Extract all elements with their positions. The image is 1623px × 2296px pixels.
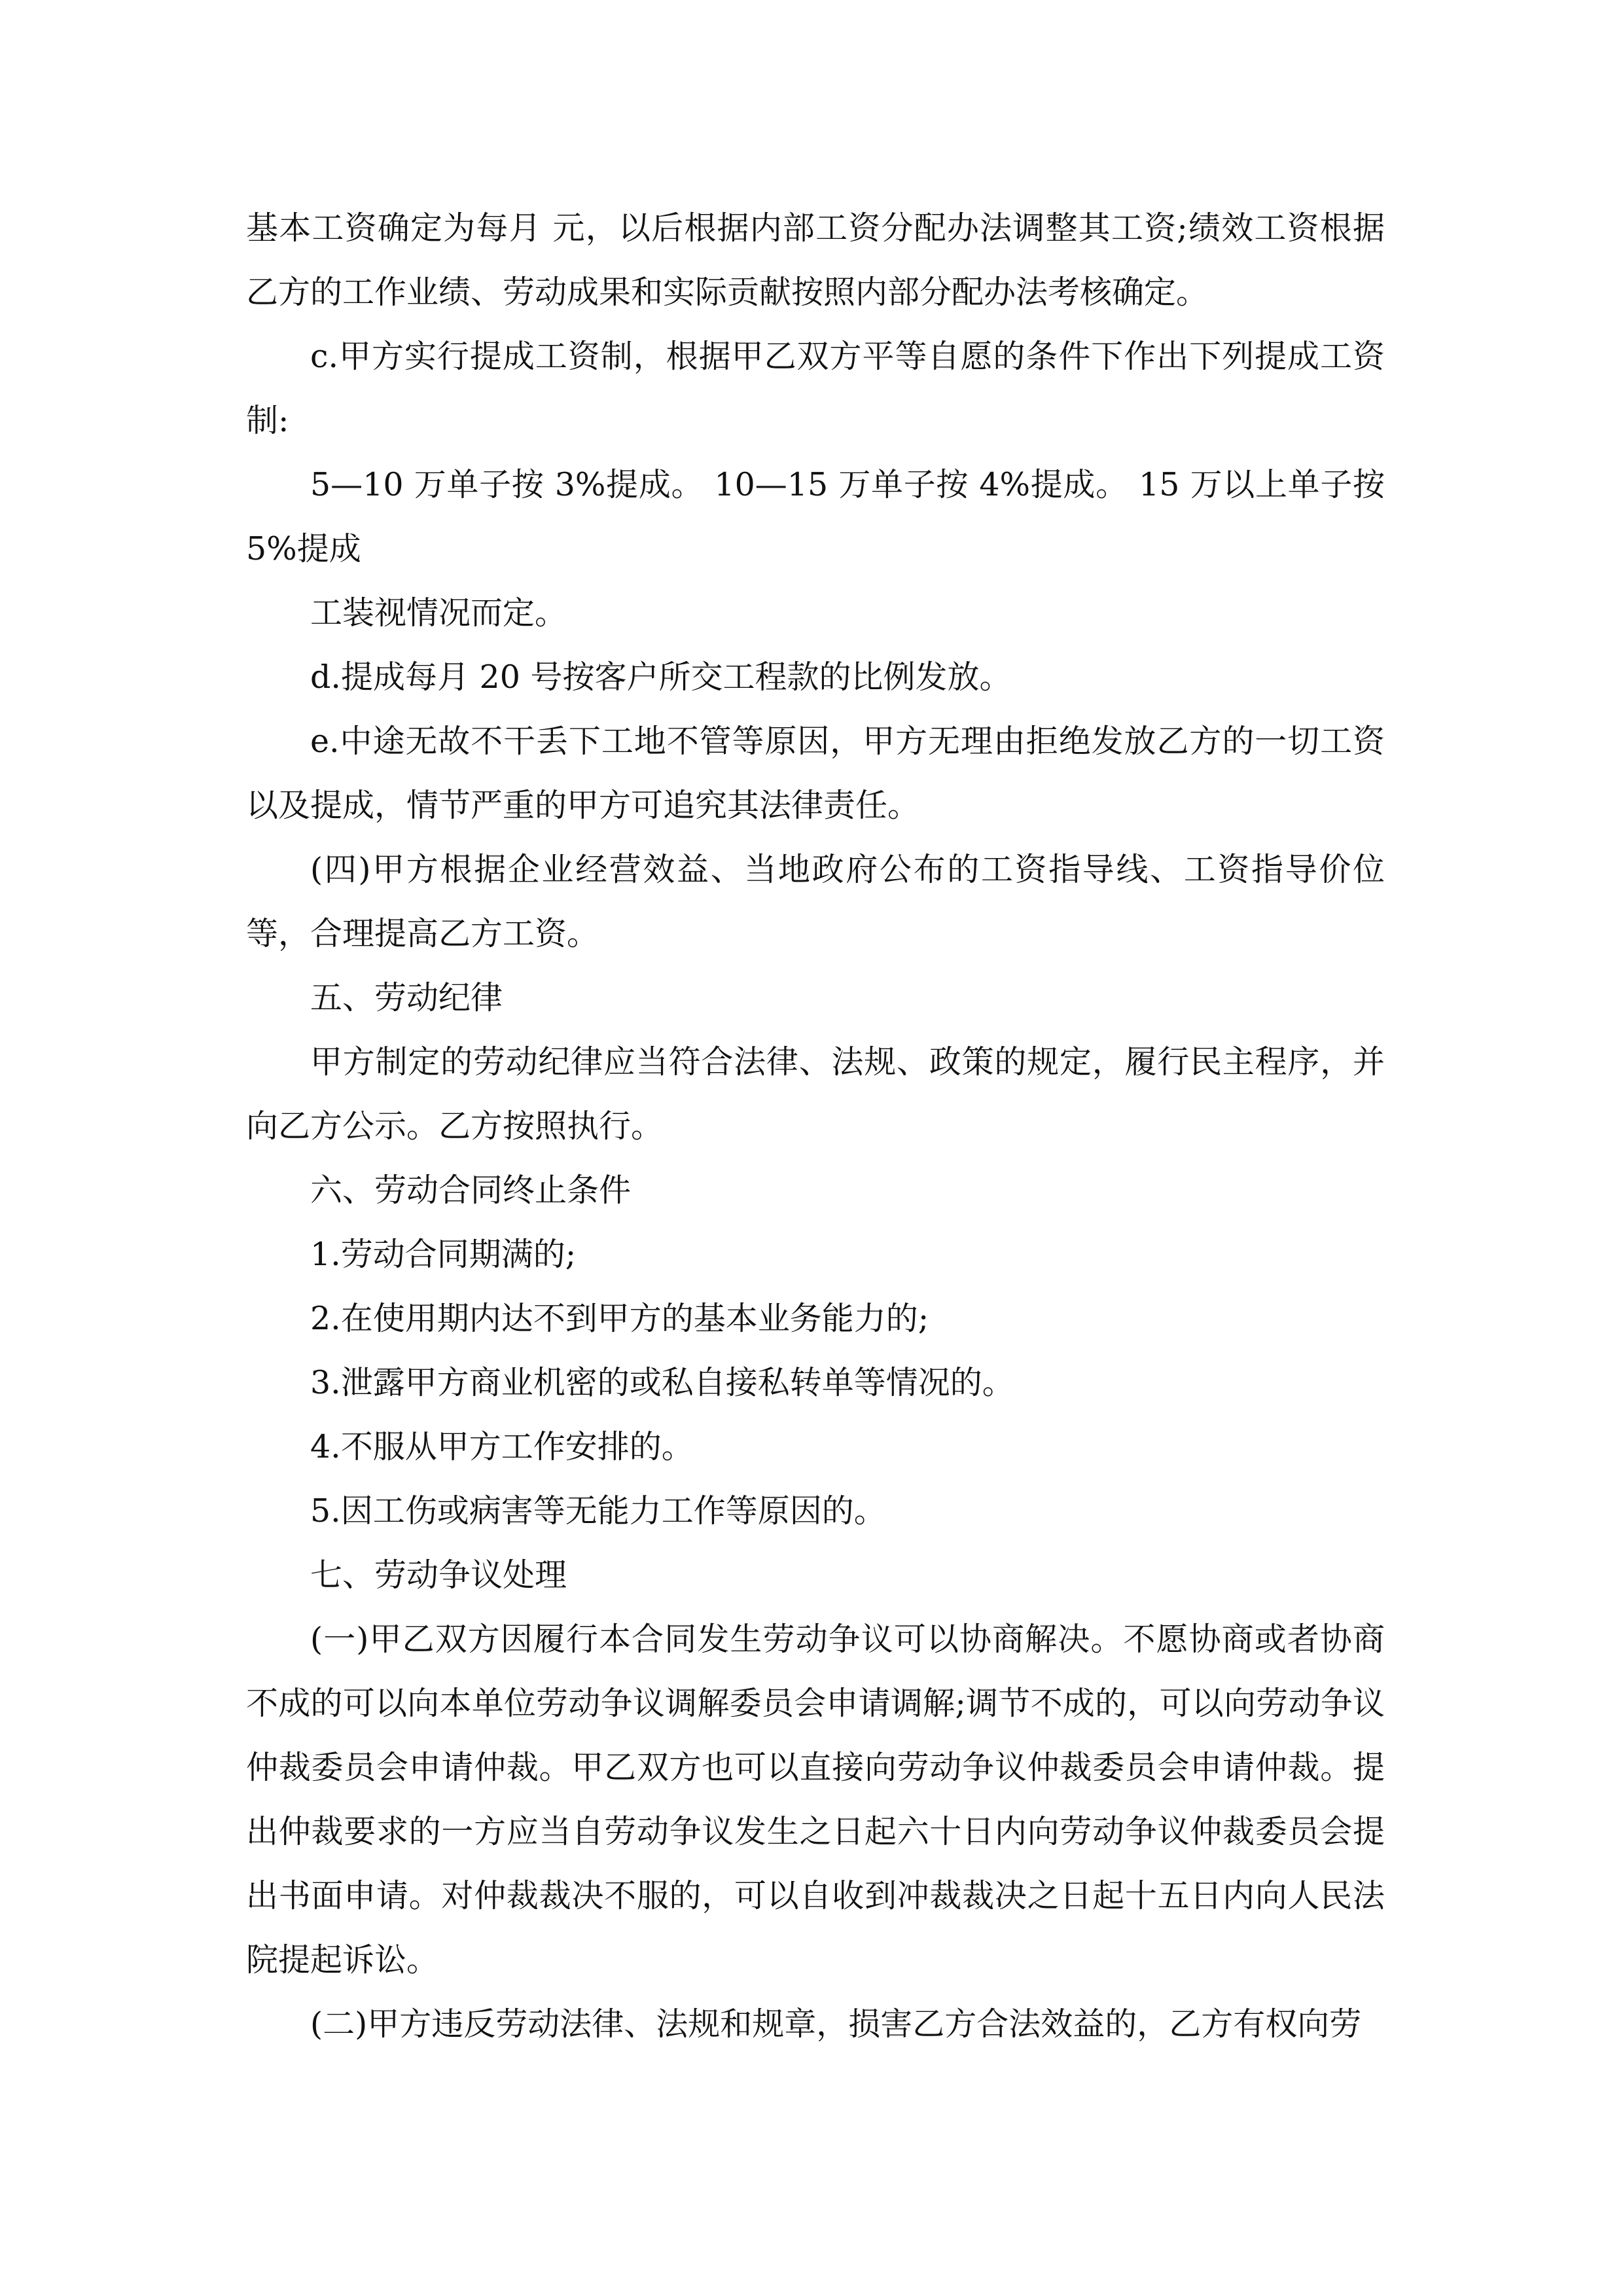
list-item-termination-2: 2.在使用期内达不到甲方的基本业务能力的; (310, 1300, 929, 1337)
paragraph-workwear: 工装视情况而定。 (310, 594, 567, 632)
paragraph-commission-rates: 5—10 万单子按 3%提成。 10—15 万单子按 4%提成。 15 万以上单子按 5%提成 (246, 466, 1385, 567)
section-heading-labor-discipline: 五、劳动纪律 (310, 979, 503, 1016)
paragraph-dispute-2: (二)甲方违反劳动法律、法规和规章，损害乙方合法效益的，乙方有权向劳 (310, 2005, 1362, 2043)
paragraph-abandonment: e.中途无故不干丢下工地不管等原因，甲方无理由拒绝发放乙方的一切工资以及提成，情节严重的甲方可追究其法律责任。 (246, 723, 1385, 824)
paragraph-commission-system: c.甲方实行提成工资制，根据甲乙双方平等自愿的条件下作出下列提成工资制: (246, 338, 1385, 439)
paragraph-commission-payment: d.提成每月 20 号按客户所交工程款的比例发放。 (310, 658, 1012, 696)
paragraph-salary-basic: 基本工资确定为每月 元，以后根据内部工资分配办法调整其工资;绩效工资根据乙方的工作业绩、劳动成果和实际贡献按照内部分配办法考核确定。 (246, 209, 1385, 311)
list-item-termination-3: 3.泄露甲方商业机密的或私自接私转单等情况的。 (310, 1364, 1014, 1401)
section-heading-dispute: 七、劳动争议处理 (310, 1556, 567, 1594)
paragraph-dispute-1: (一)甲乙双方因履行本合同发生劳动争议可以协商解决。不愿协商或者协商不成的可以向本单位劳动争议调解委员会申请调解;调节不成的，可以向劳动争议仲裁委员会申请仲裁。甲乙双方也可以直接向劳动争议仲裁委员会申请仲裁。提出仲裁要求的一方应当自劳动争议发生之日起六十日内向劳动争议仲裁委员会提出书面申请。对仲裁裁决不服的，可以自收到冲裁裁决之日起十五日内向人民法院提起诉讼。 (246, 1621, 1385, 1979)
paragraph-labor-discipline: 甲方制定的劳动纪律应当符合法律、法规、政策的规定，履行民主程序，并向乙方公示。乙方按照执行。 (246, 1043, 1385, 1145)
list-item-termination-4: 4.不服从甲方工作安排的。 (310, 1428, 694, 1465)
list-item-termination-1: 1.劳动合同期满的; (310, 1236, 577, 1273)
paragraph-salary-increase: (四)甲方根据企业经营效益、当地政府公布的工资指导线、工资指导价位等，合理提高乙方工资。 (246, 851, 1385, 952)
list-item-termination-5: 5.因工伤或病害等无能力工作等原因的。 (310, 1492, 886, 1530)
document-body (246, 196, 1385, 2056)
section-heading-termination: 六、劳动合同终止条件 (310, 1172, 632, 1209)
